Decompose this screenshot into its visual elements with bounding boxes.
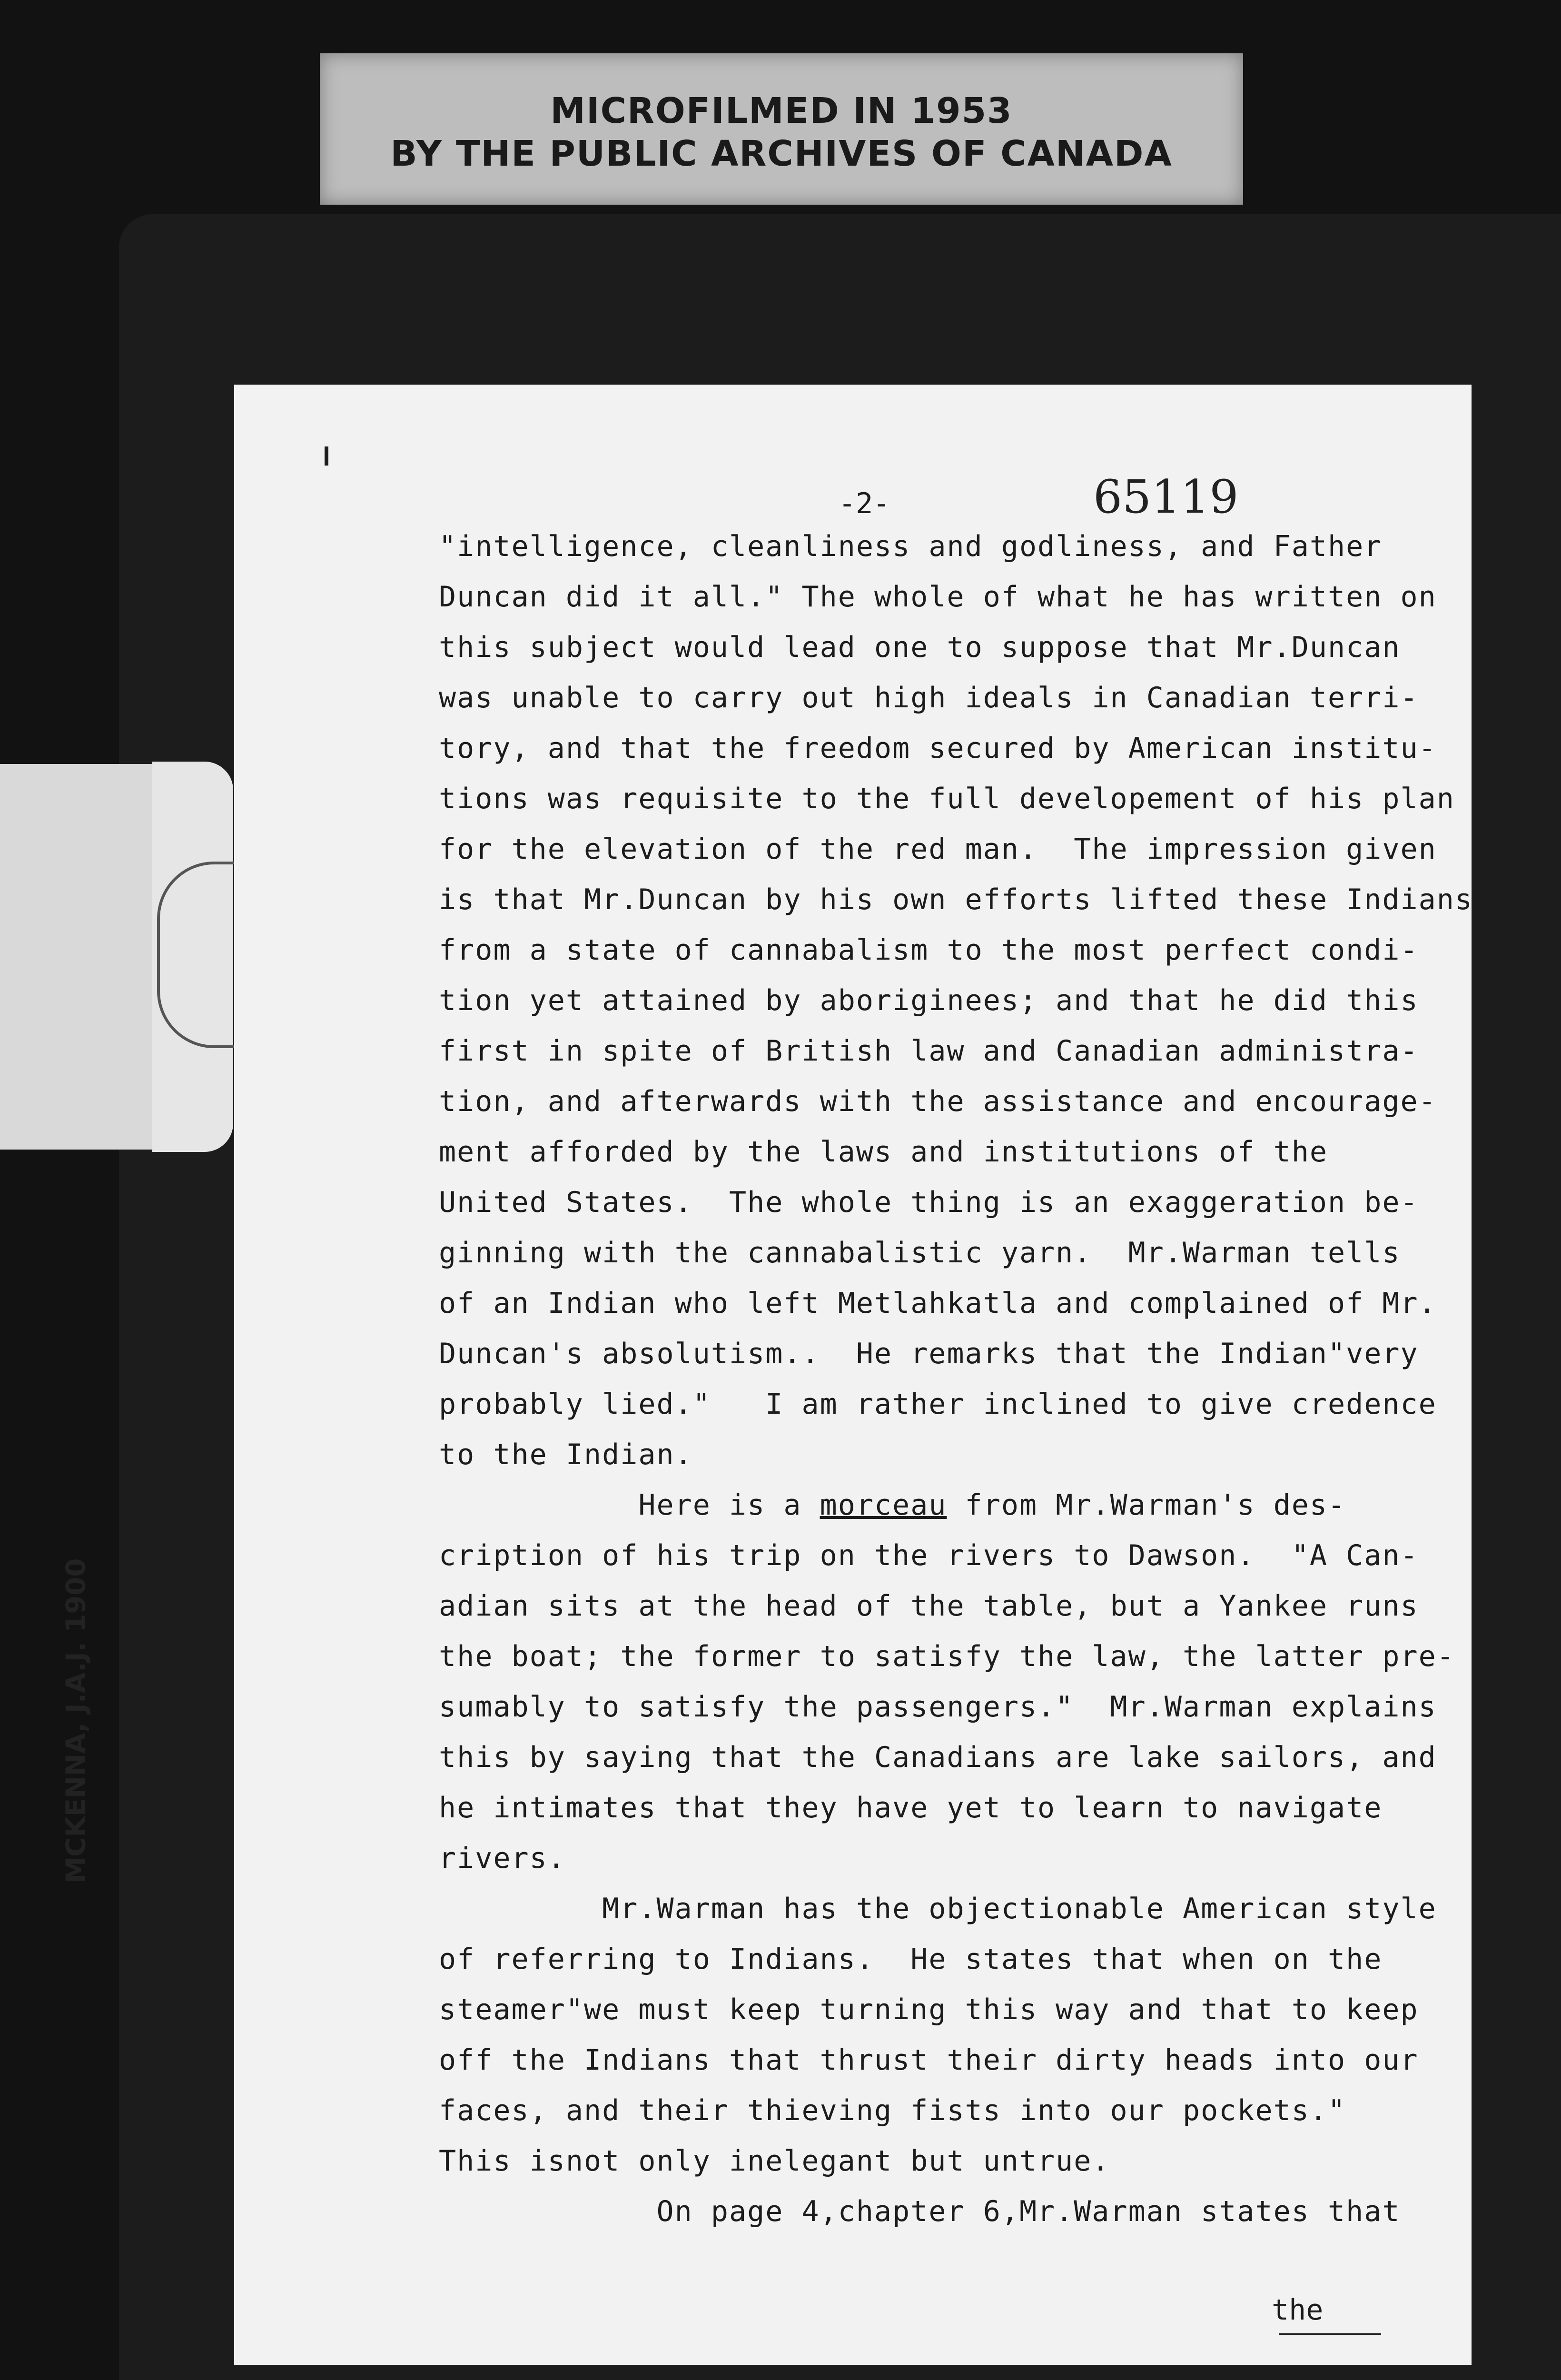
file-index-tab (0, 764, 152, 1884)
body-line: faces, and their thieving fists into our pockets." (439, 2094, 1346, 2127)
body-line: of an Indian who left Metlahkatla and complained of Mr. (439, 1287, 1437, 1320)
body-line: cription of his trip on the rivers to Dawson. "A Can- (439, 1539, 1419, 1572)
catchword: the (1272, 2293, 1324, 2327)
body-line: rivers. (439, 1842, 566, 1875)
body-line: Duncan's absolutism.. He remarks that the Indian"very (439, 1337, 1419, 1370)
body-line: tion, and afterwards with the assistance and encourage- (439, 1085, 1437, 1118)
body-line: ginning with the cannabalistic yarn. Mr.Warman tells (439, 1236, 1401, 1269)
file-index-label: MCKENNA, J.A.J. 1900 (60, 1558, 92, 1884)
header-line-2: BY THE PUBLIC ARCHIVES OF CANADA (390, 133, 1173, 174)
side-tab-fold (157, 862, 236, 1048)
archive-stamp-number: 65119 (1093, 470, 1239, 524)
header-line-1: MICROFILMED IN 1953 (550, 90, 1013, 131)
body-line: was unable to carry out high ideals in Canadian terri- (439, 681, 1419, 714)
body-line: Here is a morceau from Mr.Warman's des- (439, 1488, 1346, 1522)
page-number: -2- (839, 487, 890, 520)
body-line: is that Mr.Duncan by his own efforts lifted these Indians (439, 883, 1473, 916)
body-line: for the elevation of the red man. The impression given (439, 833, 1437, 866)
body-line: the boat; the former to satisfy the law, the latter pre- (439, 1640, 1455, 1673)
body-line: Mr.Warman has the objectionable American style (439, 1892, 1437, 1925)
margin-mark (325, 446, 328, 466)
body-line: Duncan did it all." The whole of what he has written on (439, 580, 1437, 614)
body-line: tions was requisite to the full developement of his plan (439, 782, 1455, 815)
body-line: to the Indian. (439, 1438, 693, 1471)
body-line: steamer"we must keep turning this way and that to keep (439, 1993, 1419, 2026)
body-line: this by saying that the Canadians are lake sailors, and (439, 1741, 1437, 1774)
body-line: probably lied." I am rather inclined to give credence (439, 1388, 1437, 1421)
body-line: first in spite of British law and Canadian administra- (439, 1034, 1419, 1068)
body-line: ment afforded by the laws and institutions of the (439, 1135, 1328, 1169)
body-line: tory, and that the freedom secured by American institu- (439, 732, 1437, 765)
body-line: this subject would lead one to suppose that Mr.Duncan (439, 631, 1401, 664)
body-line: "intelligence, cleanliness and godliness, and Father (439, 530, 1383, 563)
body-line: from a state of cannabalism to the most perfect condi- (439, 933, 1419, 967)
typed-letter-page (234, 385, 1472, 2365)
body-line: This isnot only inelegant but untrue. (439, 2144, 1110, 2178)
underlined-word: morceau (820, 1488, 947, 1522)
body-line: tion yet attained by aboriginees; and that he did this (439, 984, 1419, 1017)
body-line: of referring to Indians. He states that when on the (439, 1943, 1383, 1976)
body-line: sumably to satisfy the passengers." Mr.Warman explains (439, 1690, 1437, 1724)
body-line: adian sits at the head of the table, but a Yankee runs (439, 1589, 1419, 1623)
body-line: On page 4,chapter 6,Mr.Warman states that (439, 2195, 1401, 2228)
microfilm-header-label (320, 53, 1243, 205)
body-line: United States. The whole thing is an exaggeration be- (439, 1186, 1419, 1219)
catchword-underline (1279, 2333, 1381, 2335)
body-line: he intimates that they have yet to learn to navigate (439, 1791, 1383, 1825)
body-line: off the Indians that thrust their dirty heads into our (439, 2043, 1419, 2077)
